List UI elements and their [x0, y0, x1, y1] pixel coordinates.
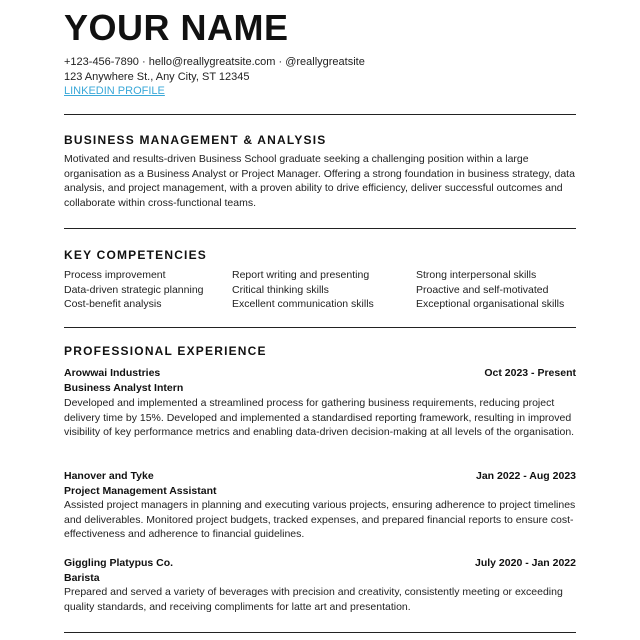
- experience-heading: PROFESSIONAL EXPERIENCE: [64, 344, 267, 358]
- job-dates: July 2020 - Jan 2022: [475, 557, 576, 569]
- competency-item: Report writing and presenting: [232, 269, 370, 281]
- contact-line: +123-456-7890 · hello@reallygreatsite.com · @reallygreatsite: [64, 56, 365, 68]
- candidate-name: YOUR NAME: [64, 7, 289, 48]
- competency-item: Process improvement: [64, 269, 166, 281]
- competency-item: Exceptional organisational skills: [416, 298, 565, 310]
- divider: [64, 114, 576, 115]
- divider: [64, 327, 576, 328]
- job-description: Developed and implemented a streamlined process for gathering business requirements, reducing project delivery time by 15%. Developed and implemented a standardised reporting framework, resulting in improved visibility of key performance metrics and enabling data-driven decision-making at all levels of the organisation.: [64, 397, 575, 439]
- competency-item: Strong interpersonal skills: [416, 269, 537, 281]
- job-company: Giggling Platypus Co.: [64, 557, 174, 569]
- competency-item: Critical thinking skills: [232, 284, 329, 296]
- job-description: Prepared and served a variety of beverages with precision and creativity, consistently meeting or exceeding quality standards, and receiving compliments for latte art and presentation.: [64, 586, 563, 613]
- competency-item: Proactive and self-motivated: [416, 284, 549, 296]
- competency-item: Cost-benefit analysis: [64, 298, 162, 310]
- job-description: Assisted project managers in planning and executing various projects, ensuring adherence to project timelines and deliverables. Monitored project budgets, tracked expenses, and prepared financial reports to ensure cost-effectiveness and adherence to financial guidelines.: [64, 499, 576, 541]
- job-dates: Jan 2022 - Aug 2023: [476, 470, 576, 482]
- job-role: Barista: [64, 572, 100, 584]
- job-company: Arowwai Industries: [64, 367, 161, 379]
- job-role: Project Management Assistant: [64, 485, 217, 497]
- job-dates: Oct 2023 - Present: [484, 367, 576, 379]
- competency-item: Data-driven strategic planning: [64, 284, 204, 296]
- job-role: Business Analyst Intern: [64, 382, 184, 394]
- summary-heading: BUSINESS MANAGEMENT & ANALYSIS: [64, 133, 327, 147]
- competency-item: Excellent communication skills: [232, 298, 374, 310]
- divider: [64, 632, 576, 633]
- address: 123 Anywhere St., Any City, ST 12345: [64, 71, 250, 83]
- summary-text: Motivated and results-driven Business School graduate seeking a challenging position within a large organisation as a Business Analyst or Project Manager. Offering a strong foundation in business strategy, data analysis, and project management, with a proven ability to drive efficiency, deliver successful outcomes and collaborate within cross-functional teams.: [64, 153, 575, 209]
- linkedin-link[interactable]: LINKEDIN PROFILE: [64, 85, 165, 97]
- divider: [64, 228, 576, 229]
- competencies-heading: KEY COMPETENCIES: [64, 248, 208, 262]
- job-company: Hanover and Tyke: [64, 470, 154, 482]
